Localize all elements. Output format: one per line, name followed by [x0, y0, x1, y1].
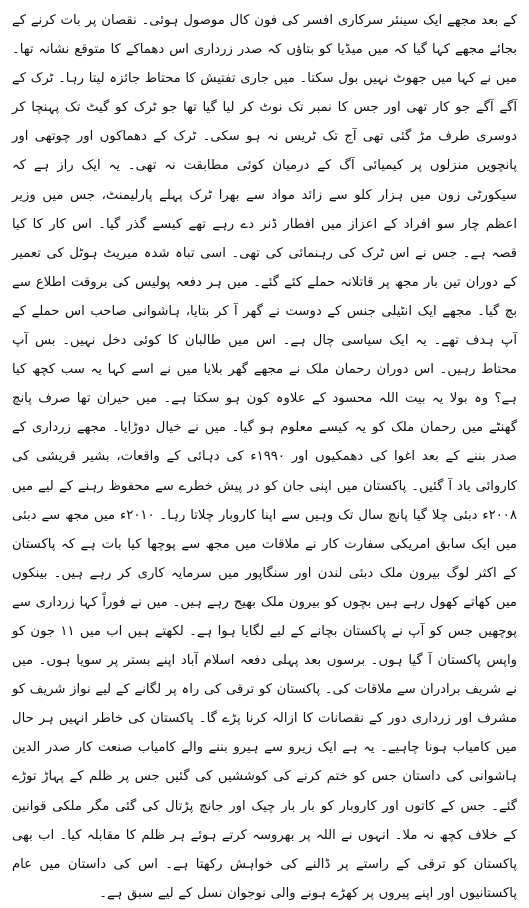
article-body-text: کے بعد مجھے ایک سینئر سرکاری افسر کی فون کال موصول ہوئی۔ نقصان پر بات کرنے کے بجائے مجھے کہا گیا کہ میں میڈیا کو بتاؤں کہ صدر زرداری اس دھماکے کا متوقع نشانہ تھا۔ میں نے کہا میں جھوٹ نہیں بول سکتا۔ میں جاری تفتیش کا محتاط جائزہ لیتا رہا۔ ٹرک کے آگے آگے جو کار تھی اور جس کا نمبر تک نوٹ کر لیا گیا تھا جو ٹرک کو گیٹ تک پہنچا کر دوسری طرف مڑ گئی تھی آج تک ٹریس نہ ہو سکی۔ ٹرک کے دھماکوں اور چوتھی اور پانچویں منزلوں پر کیمیائی آگ کے درمیان کوئی مطابقت نہ تھی۔ یہ ایک راز ہے کہ سیکورٹی زون میں ہزار کلو سے زائد مواد سے بھرا ٹرک پہلے پارلیمنٹ، جس میں وزیر اعظم چار سو افراد کے اعزاز میں افطار ڈنر دے رہے تھے کیسے گذر گیا۔ اس کار کا کیا قصہ ہے۔ جس نے اس ٹرک کی رہنمائی کی تھی۔ اسی تباہ شدہ میریٹ ہوٹل کی تعمیر کے دوران تین بار مجھ پر قاتلانہ حملے کئے گئے۔ میں ہر دفعہ پولیس کی بروقت اطلاع سے بچ گیا۔ مجھے ایک انٹیلی جنس کے دوست نے گھر آ کر بتایا، ہاشوانی صاحب اس حملے کے آپ ہدف تھے۔ یہ ایک سیاسی چال ہے۔ اس میں طالبان کا کوئی دخل نہیں۔ بس آپ محتاط رہیں۔ اس دوران رحمان ملک نے مجھے گھر بلایا میں نے اسے کہا یہ سب کچھ کیا ہے؟ وہ بولا یہ بیت اللہ محسود کے علاوہ کون ہو سکتا ہے۔ میں حیران تھا صرف پانچ گھنٹے میں رحمان ملک کو یہ کیسے معلوم ہو گیا۔ میں نے خیال دوڑایا۔ مجھے زرداری کے صدر بننے کے بعد اغوا کی دھمکیوں اور ۱۹۹۰ء کی دہائی کے واقعات، بشیر قریشی کی کاروائی یاد آ گئیں۔ پاکستان میں اپنی جان کو در پیش خطرے سے محفوظ رہنے کے لیے میں ۲۰۰۸ء دبئی چلا گیا پانچ سال تک وہیں سے اپنا کاروبار چلاتا رہا۔ ۲۰۱۰ء میں مجھ سے دبئی میں ایک سابق امریکی سفارت کار نے ملاقات میں مجھ سے پوچھا کیا بات ہے کہ پاکستان کے اکثر لوگ بیرون ملک دبئی لندن اور سنگاپور میں سرمایہ کاری کر رہے ہیں۔ بینکوں میں کھاتے کھول رہے ہیں بچوں کو بیرون ملک بھیج رہے ہیں۔ میں نے فوراً کہا زرداری سے پوچھیں جس کو آپ نے پاکستان بچانے کے لیے لگایا ہوا ہے۔ لکھتے ہیں اب میں ۱۱ جون کو واپس پاکستان آ گیا ہوں۔ برسوں بعد پہلی دفعہ اسلام آباد اپنے بستر پر سویا ہوں۔ میں نے شریف برادران سے ملاقات کی۔ پاکستان کو ترقی کی راہ پر لگانے کے لیے نواز شریف کو مشرف اور زرداری دور کے نقصانات کا ازالہ کرنا پڑے گا۔ پاکستان کی خاطر انہیں ہر حال میں کامیاب ہونا چاہیے۔ یہ ہے ایک زیرو سے ہیرو بننے والے کامیاب صنعت کار صدر الدین ہاشوانی کی داستان جس کو ختم کرنے کی کوششیں کی گئیں جس پر ظلم کے پہاڑ توڑے گئے۔ جس کے کاتوں اور کاروبار کو بار بار چیک اور جانچ پڑتال کی گئی مگر ملکی قوانین کے خلاف کچھ نہ ملا۔ انہوں نے اللہ پر بھروسہ کرتے ہوئے ہر ظلم کا مقابلہ کیا۔ اب بھی پاکستان کو ترقی کے راستے پر ڈالنے کی خواہش رکھتا ہے۔ اس کی داستان میں عام پاکستانیوں اور اپنے پیروں پر کھڑے ہونے والی نوجوان نسل کے لیے سبق ہے۔ [12, 13, 517, 901]
